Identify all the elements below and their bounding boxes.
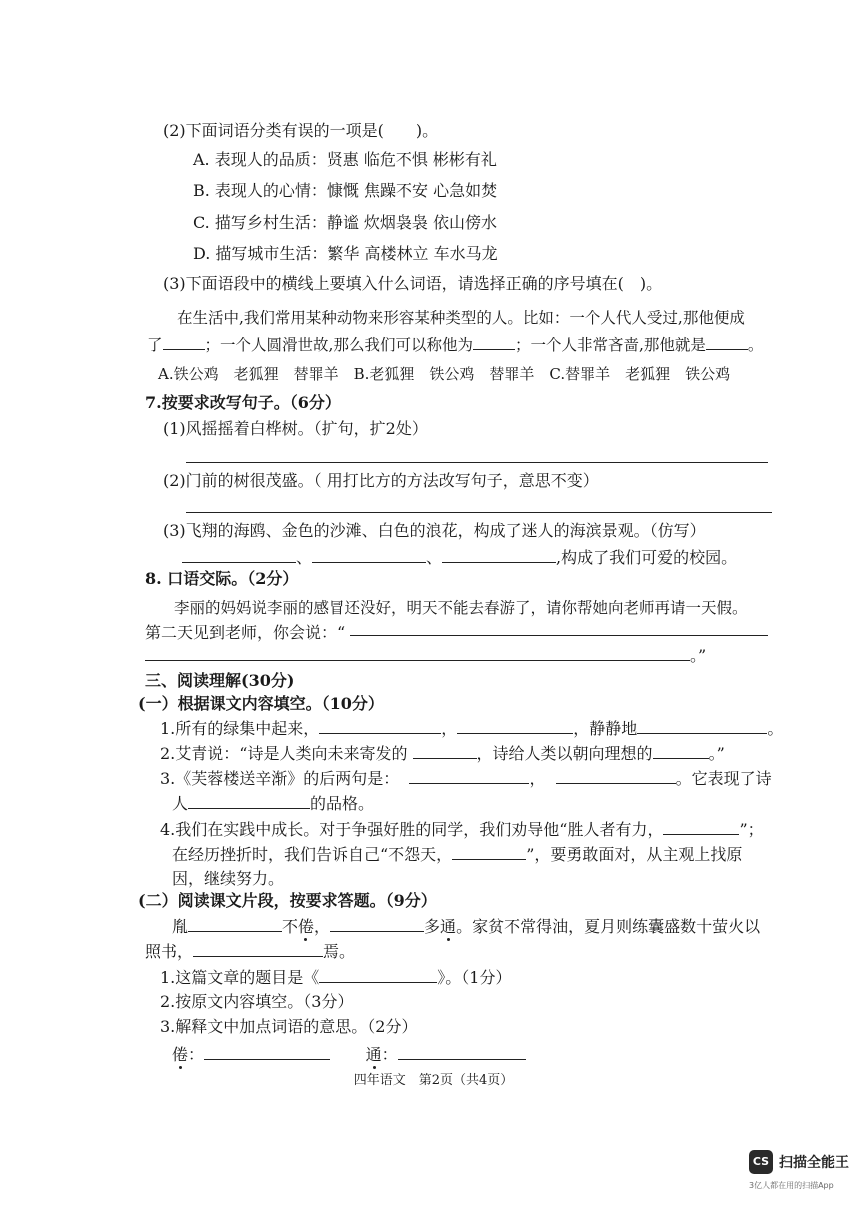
q7-title: 7.按要求改写句子。（6分） xyxy=(145,393,341,412)
s3-item-2: 2.艾青说：“诗是人类向未来寄发的 ，诗给人类以朝向理想的 。” xyxy=(160,744,725,763)
s3-item-4-line3: 因，继续努力。 xyxy=(172,869,285,888)
q6-3-choices: A.铁公鸡 老狐狸 替罪羊 B.老狐狸 铁公鸡 替罪羊 C.替罪羊 老狐狸 铁公鸡 xyxy=(158,365,731,383)
answer-blank[interactable] xyxy=(188,915,282,932)
q6-2-option-a: A. 表现人的品质：贤惠 临危不惧 彬彬有礼 xyxy=(193,150,497,169)
answer-blank[interactable] xyxy=(457,717,573,734)
s3-question-1: 1.这篇文章的题目是《 》。（1分） xyxy=(160,968,512,987)
s3-item-4-line2: 在经历挫折时，我们告诉自己“不怨天， ”，要勇敢面对，从主观上找原 xyxy=(172,845,743,864)
q6-2-option-d: D. 描写城市生活：繁华 高楼林立 车水马龙 xyxy=(193,244,498,263)
q8-answer-line-2[interactable] xyxy=(145,660,690,661)
answer-blank[interactable] xyxy=(706,333,748,350)
q6-3-stem: (3)下面语段中的横线上要填入什么词语，请选择正确的序号填在( )。 xyxy=(163,274,663,293)
q6-2-option-c: C. 描写乡村生活：静谧 炊烟袅袅 依山傍水 xyxy=(193,213,498,232)
passage-line-2: 照书， 焉。 xyxy=(145,942,356,961)
q7-sentence-3: (3)飞翔的海鸥、金色的沙滩、白色的浪花，构成了迷人的海滨景观。（仿写） xyxy=(163,521,706,540)
page-footer: 四年语文 第2页（共4页） xyxy=(353,1073,514,1088)
q6-3-paragraph-line2: 了 ；一个人圆滑世故,那么我们可以称他为 ；一个人非常吝啬,那他就是 。 xyxy=(147,333,763,356)
answer-blank[interactable] xyxy=(452,843,526,860)
q7-answer-line-1[interactable] xyxy=(186,462,768,463)
answer-blank[interactable] xyxy=(330,915,424,932)
answer-blank[interactable] xyxy=(473,333,515,350)
answer-blank[interactable] xyxy=(319,717,441,734)
s3-item-4: 4.我们在实践中成长。对于争强好胜的同学，我们劝导他“胜人者有力， ”； xyxy=(160,820,764,839)
s3-item-3-cont: 人 的品格。 xyxy=(172,794,375,813)
s3-item-3: 3.《芙蓉楼送辛渐》的后两句是： ， 。它表现了诗 xyxy=(160,769,772,788)
answer-blank[interactable] xyxy=(409,767,529,784)
q6-3-paragraph-line1: 在生活中,我们常用某种动物来形容某种类型的人。比如：一个人代人受过,那他便成 xyxy=(177,309,745,327)
passage-line-1: 胤 不倦， 多通。家贫不常得油，夏月则练囊盛数十萤火以 xyxy=(172,917,761,936)
answer-blank[interactable] xyxy=(653,742,709,759)
s3-question-3: 3.解释文中加点词语的意思。（2分） xyxy=(160,1017,418,1036)
q8-line1: 李丽的妈妈说李丽的感冒还没好，明天不能去春游了，请你帮她向老师再请一天假。 xyxy=(174,599,748,617)
s3-question-2: 2.按原文内容填空。（3分） xyxy=(160,992,354,1011)
q8-answer-line-1[interactable] xyxy=(350,635,768,636)
section-3-part-2: (二）阅读课文片段，按要求答题。（9分） xyxy=(138,891,437,910)
section-3-part-1: (一）根据课文内容填空。（10分） xyxy=(138,694,384,713)
q7-sentence-2: (2)门前的树很茂盛。（ 用打比方的方法改写句子，意思不变） xyxy=(163,471,599,490)
q8-end-quote: 。” xyxy=(690,646,707,665)
answer-blank[interactable] xyxy=(637,717,767,734)
q6-2-option-b: B. 表现人的心情：慷慨 焦躁不安 心急如焚 xyxy=(193,181,498,200)
answer-blank[interactable] xyxy=(556,767,676,784)
answer-blank[interactable] xyxy=(204,1043,330,1060)
answer-blank[interactable] xyxy=(319,966,437,983)
answer-blank[interactable] xyxy=(413,742,477,759)
q7-answer-line-2[interactable] xyxy=(186,512,772,513)
q8-line2: 第二天见到老师，你会说：“ xyxy=(145,623,346,642)
q7-imitation-line: 、 、 ,构成了我们可爱的校园。 xyxy=(182,546,737,569)
answer-blank[interactable] xyxy=(663,818,739,835)
scanner-watermark xyxy=(749,1150,859,1200)
answer-blank[interactable] xyxy=(312,546,426,563)
answer-blank[interactable] xyxy=(442,546,556,563)
camscanner-logo-icon: CS xyxy=(749,1150,773,1174)
section-3-title: 三、阅读理解(30分) xyxy=(145,671,295,690)
answer-blank[interactable] xyxy=(163,333,205,350)
answer-blank[interactable] xyxy=(182,546,296,563)
answer-blank[interactable] xyxy=(188,792,310,809)
s3-item-1: 1.所有的绿集中起来， ， ，静静地 。 xyxy=(160,719,784,738)
q6-2-stem: (2)下面词语分类有误的一项是( )。 xyxy=(163,121,439,140)
answer-blank[interactable] xyxy=(193,940,323,957)
q8-title: 8. 口语交际。（2分） xyxy=(145,569,299,588)
watermark-subtitle: 3亿人都在用的扫描App xyxy=(749,1181,834,1190)
answer-blank[interactable] xyxy=(398,1043,526,1060)
s3-word-explain: 倦： 通： xyxy=(172,1043,526,1066)
watermark-title: 扫描全能王 xyxy=(779,1155,849,1171)
q7-sentence-1: (1)风摇摇着白桦树。（扩句，扩2处） xyxy=(163,419,428,438)
